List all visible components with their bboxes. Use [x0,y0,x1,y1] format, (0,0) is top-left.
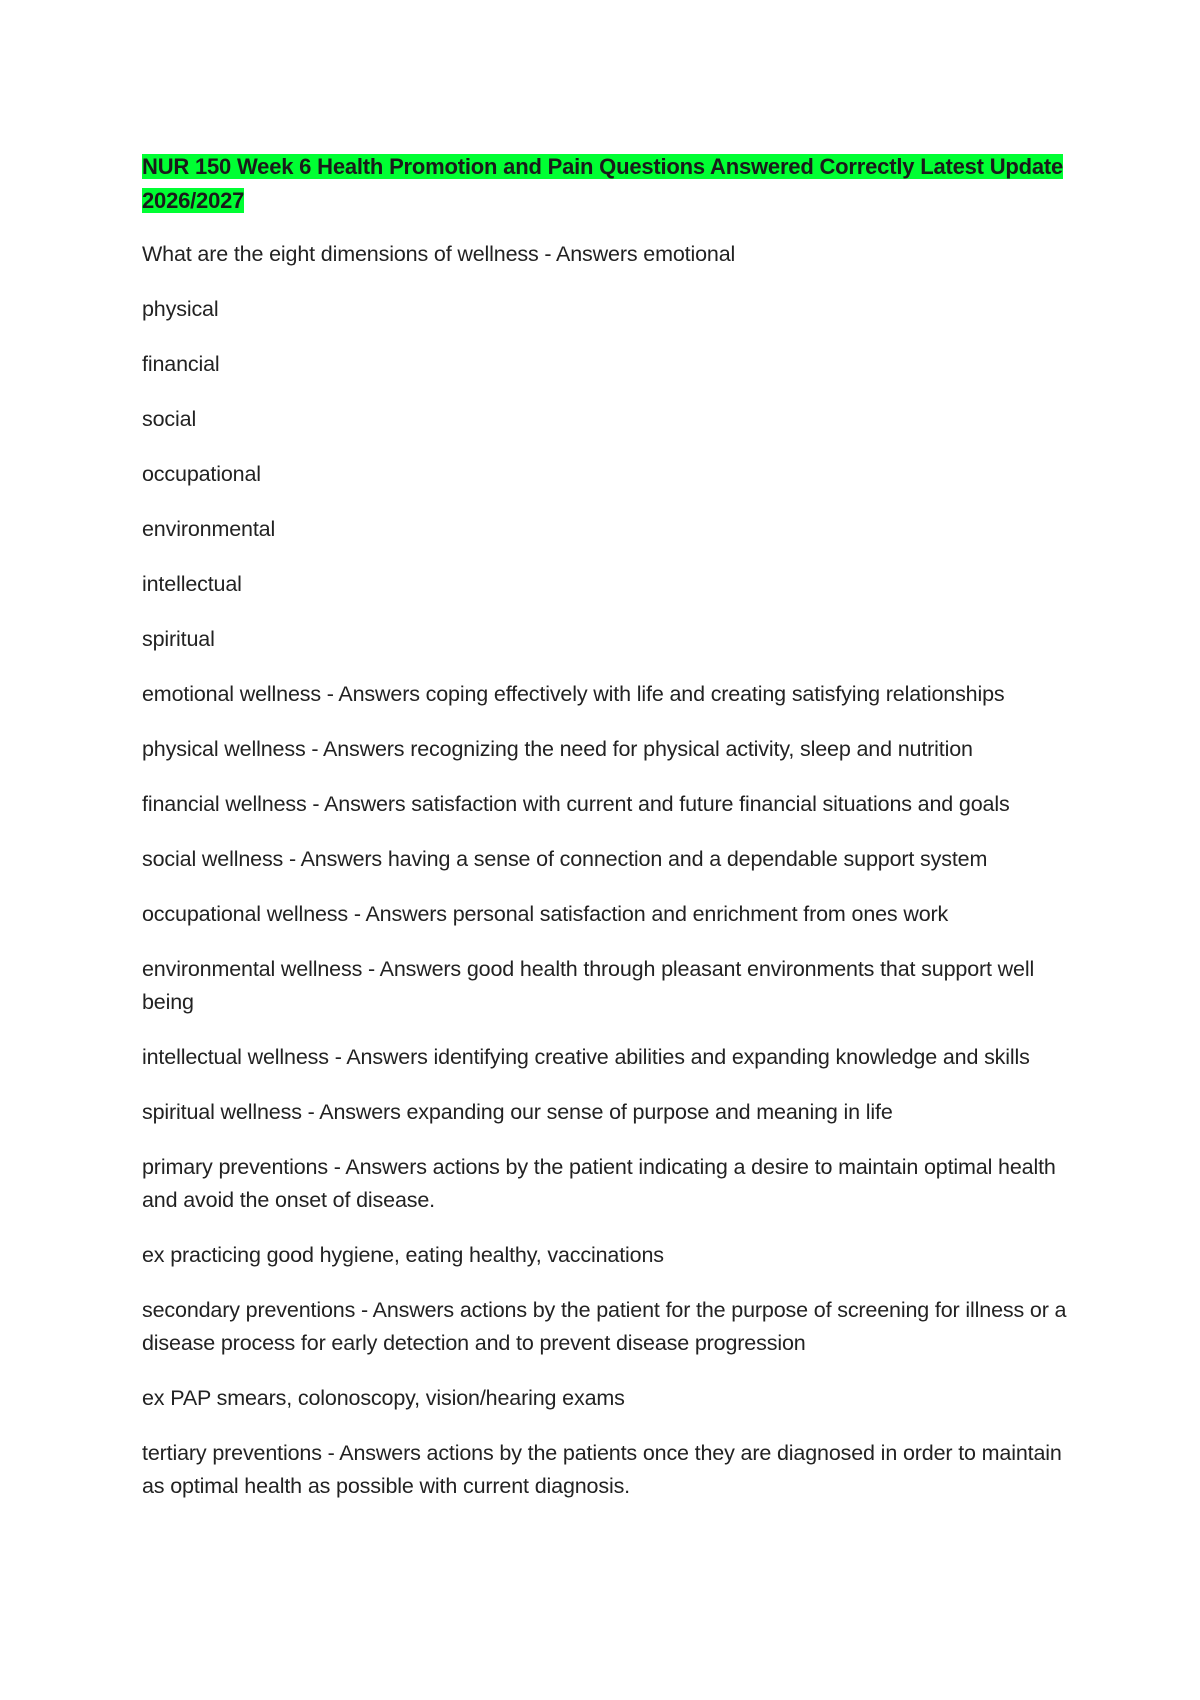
list-item-physical: physical [142,297,219,321]
title-highlight: NUR 150 Week 6 Health Promotion and Pain Questions Answered Correctly Latest Update 2026/2027 [142,154,1064,213]
qa-emotional-wellness: emotional wellness - Answers coping effectively with life and creating satisfying relationships [142,682,1005,706]
example-secondary-preventions: ex PAP smears, colonoscopy, vision/hearing exams [142,1386,625,1410]
qa-social-wellness: social wellness - Answers having a sense of connection and a dependable support system [142,847,988,871]
question-eight-dimensions: What are the eight dimensions of wellness - Answers emotional [142,242,736,266]
qa-occupational-wellness: occupational wellness - Answers personal satisfaction and enrichment from ones work [142,902,949,926]
qa-intellectual-wellness: intellectual wellness - Answers identifying creative abilities and expanding knowledge and skills [142,1045,1030,1069]
qa-spiritual-wellness: spiritual wellness - Answers expanding our sense of purpose and meaning in life [142,1100,893,1124]
qa-tertiary-preventions: tertiary preventions - Answers actions by the patients once they are diagnosed in order to maintain as optimal health as possible with current diagnosis. [142,1441,1062,1498]
qa-environmental-wellness: environmental wellness - Answers good health through pleasant environments that support well being [142,957,1035,1014]
document-title [142,150,1072,218]
qa-financial-wellness: financial wellness - Answers satisfaction with current and future financial situations and goals [142,792,1010,816]
qa-secondary-preventions: secondary preventions - Answers actions by the patient for the purpose of screening for illness or a disease process for early detection and to prevent disease progression [142,1298,1067,1355]
list-item-intellectual: intellectual [142,572,242,596]
document-page [142,150,1072,1525]
list-item-environmental: environmental [142,517,276,541]
list-item-social: social [142,407,197,431]
list-item-spiritual: spiritual [142,627,215,651]
example-primary-preventions: ex practicing good hygiene, eating healthy, vaccinations [142,1243,664,1267]
list-item-occupational: occupational [142,462,261,486]
qa-primary-preventions: primary preventions - Answers actions by the patient indicating a desire to maintain optimal health and avoid the onset of disease. [142,1155,1056,1212]
list-item-financial: financial [142,352,220,376]
qa-physical-wellness: physical wellness - Answers recognizing the need for physical activity, sleep and nutrition [142,737,973,761]
